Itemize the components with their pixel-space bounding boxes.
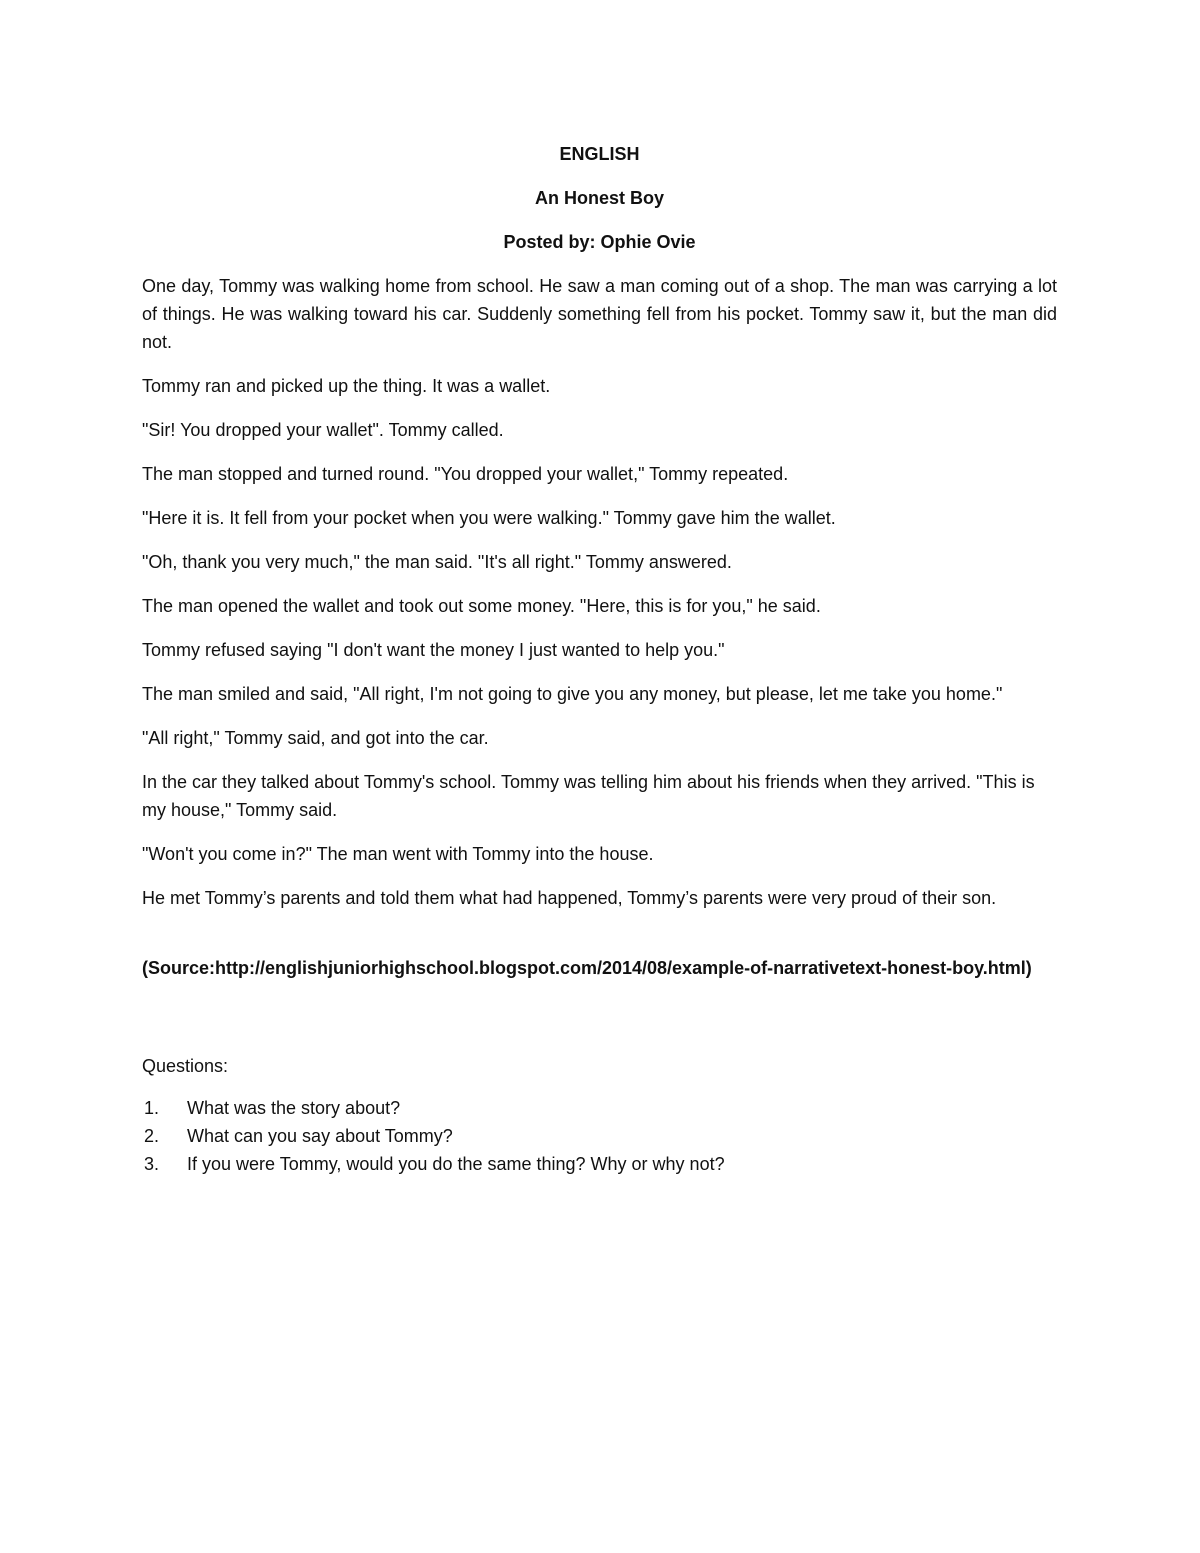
- story-paragraph: "Won't you come in?" The man went with Tommy into the house.: [142, 844, 654, 864]
- question-text: If you were Tommy, would you do the same thing? Why or why not?: [187, 1154, 725, 1174]
- story-paragraph: He met Tommy’s parents and told them what had happened, Tommy’s parents were very proud of their son.: [142, 888, 997, 908]
- question-number: 2.: [144, 1126, 160, 1146]
- source-citation: (Source:http://englishjuniorhighschool.blogspot.com/2014/08/example-of-narrativetext-honest-boy.html): [142, 958, 1032, 978]
- story-paragraph: The man opened the wallet and took out some money. "Here, this is for you," he said.: [142, 596, 821, 616]
- question-text: What can you say about Tommy?: [187, 1126, 453, 1146]
- questions-list: [142, 1094, 1057, 1178]
- story-paragraph: "Here it is. It fell from your pocket when you were walking." Tommy gave him the wallet.: [142, 508, 836, 528]
- story-paragraph: "Sir! You dropped your wallet". Tommy called.: [142, 420, 504, 440]
- subject-heading: ENGLISH: [559, 144, 640, 164]
- question-item: [142, 1150, 1057, 1178]
- questions-heading: Questions:: [142, 1056, 229, 1076]
- story-paragraph: Tommy ran and picked up the thing. It was a wallet.: [142, 376, 551, 396]
- story-title: An Honest Boy: [534, 188, 664, 208]
- story-paragraph: The man smiled and said, "All right, I'm not going to give you any money, but please, let me take you home.": [142, 684, 1003, 704]
- byline: Posted by: Ophie Ovie: [503, 232, 696, 252]
- story-paragraph: "All right," Tommy said, and got into the car.: [142, 728, 489, 748]
- story-paragraph: "Oh, thank you very much," the man said. "It's all right." Tommy answered.: [142, 552, 732, 572]
- question-item: [142, 1094, 1057, 1122]
- question-number: 1.: [144, 1098, 160, 1118]
- question-number: 3.: [144, 1154, 160, 1174]
- question-item: [142, 1122, 1057, 1150]
- story-paragraph: Tommy refused saying "I don't want the money I just wanted to help you.": [142, 640, 725, 660]
- story-paragraph: The man stopped and turned round. "You dropped your wallet," Tommy repeated.: [142, 464, 789, 484]
- story-paragraph: In the car they talked about Tommy's school. Tommy was telling him about his friends when they arrived. "This is my house," Tommy said.: [142, 772, 1035, 820]
- document-body: [142, 140, 1057, 1178]
- story-paragraph: One day, Tommy was walking home from school. He saw a man coming out of a shop. The man was carrying a lot of things. He was walking toward his car. Suddenly something fell from his pocket. Tommy saw it, but the man did not.: [142, 276, 1057, 352]
- question-text: What was the story about?: [187, 1098, 401, 1118]
